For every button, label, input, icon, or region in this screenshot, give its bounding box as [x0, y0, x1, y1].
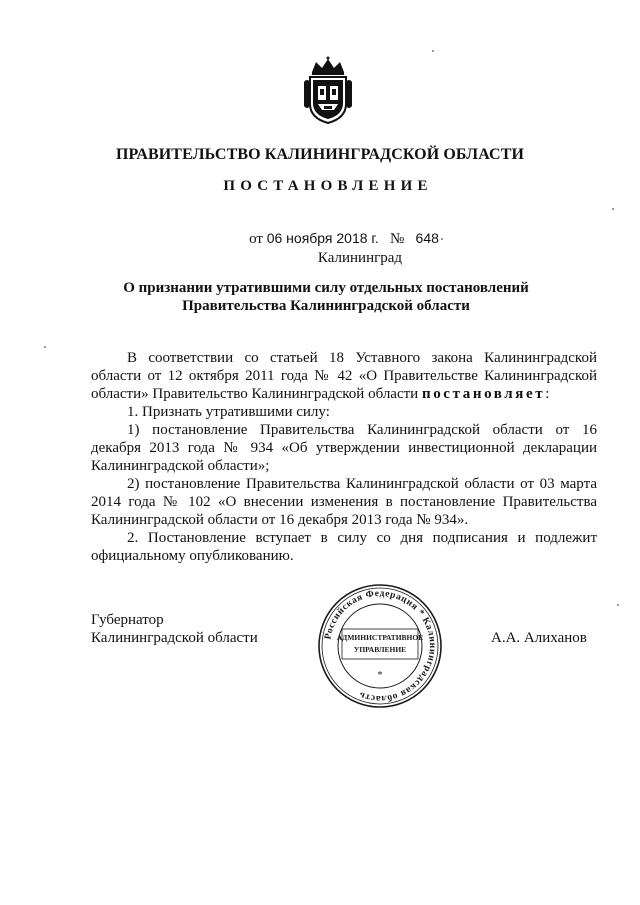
- signatory-name: А.А. Алиханов: [491, 630, 587, 646]
- decree-word: постановляет: [421, 386, 546, 402]
- city: Калининград: [317, 250, 403, 266]
- position-line-2: Калининградской области: [91, 630, 258, 646]
- document-type: ПОСТАНОВЛЕНИЕ: [223, 178, 433, 194]
- official-stamp: [316, 582, 444, 710]
- date-number-line: [0, 230, 640, 248]
- stamp-inner-line-1: АДМИНИСТРАТИВНОЕ: [336, 633, 424, 642]
- document-date: 06 ноября 2018 г.: [266, 230, 379, 246]
- item-2: 2. Постановление вступает в силу со дня подписания и подлежит официальному опубликованию.: [91, 530, 597, 564]
- stamp-inner-line-2: УПРАВЛЕНИЕ: [353, 645, 407, 654]
- document-body: [91, 349, 597, 565]
- coat-of-arms-emblem: [300, 56, 356, 126]
- stamp-outer-text: Российская Федерация * Калининградская область: [323, 588, 438, 704]
- number-label: №: [389, 231, 405, 247]
- issuing-authority: ПРАВИТЕЛЬСТВО КАЛИНИНГРАДСКОЙ ОБЛАСТИ: [115, 146, 525, 163]
- item-1: 1. Признать утратившими силу:: [127, 404, 330, 420]
- position-line-1: Губернатор: [91, 612, 164, 628]
- title-line-1: О признании утратившими силу отдельных постановлений: [123, 280, 529, 296]
- document-number: 648: [415, 230, 439, 246]
- item-1-sub-2: 2) постановление Правительства Калининградской области от 03 марта 2014 года № 102 «О внесении изменения в постановление Правительства Калининградской области от 16 декабря 2013 года № 934».: [91, 476, 597, 528]
- stamp-star: *: [377, 670, 383, 681]
- signatory-position: [91, 611, 258, 647]
- title-line-2: Правительства Калининградской области: [182, 298, 470, 314]
- preamble-paragraph: В соответствии со статьей 18 Уставного закона Калининградской области от 12 октября 2011 года № 42 «О Правительстве Калининградской области» Правительство Калининградской области постановляет:: [91, 350, 597, 402]
- date-prefix: от: [249, 231, 263, 247]
- item-1-sub-1: 1) постановление Правительства Калининградской области от 16 декабря 2013 года № 934 «Об утверждении инвестиционной декларации Калининградской области»;: [91, 422, 597, 474]
- document-title: [0, 279, 640, 315]
